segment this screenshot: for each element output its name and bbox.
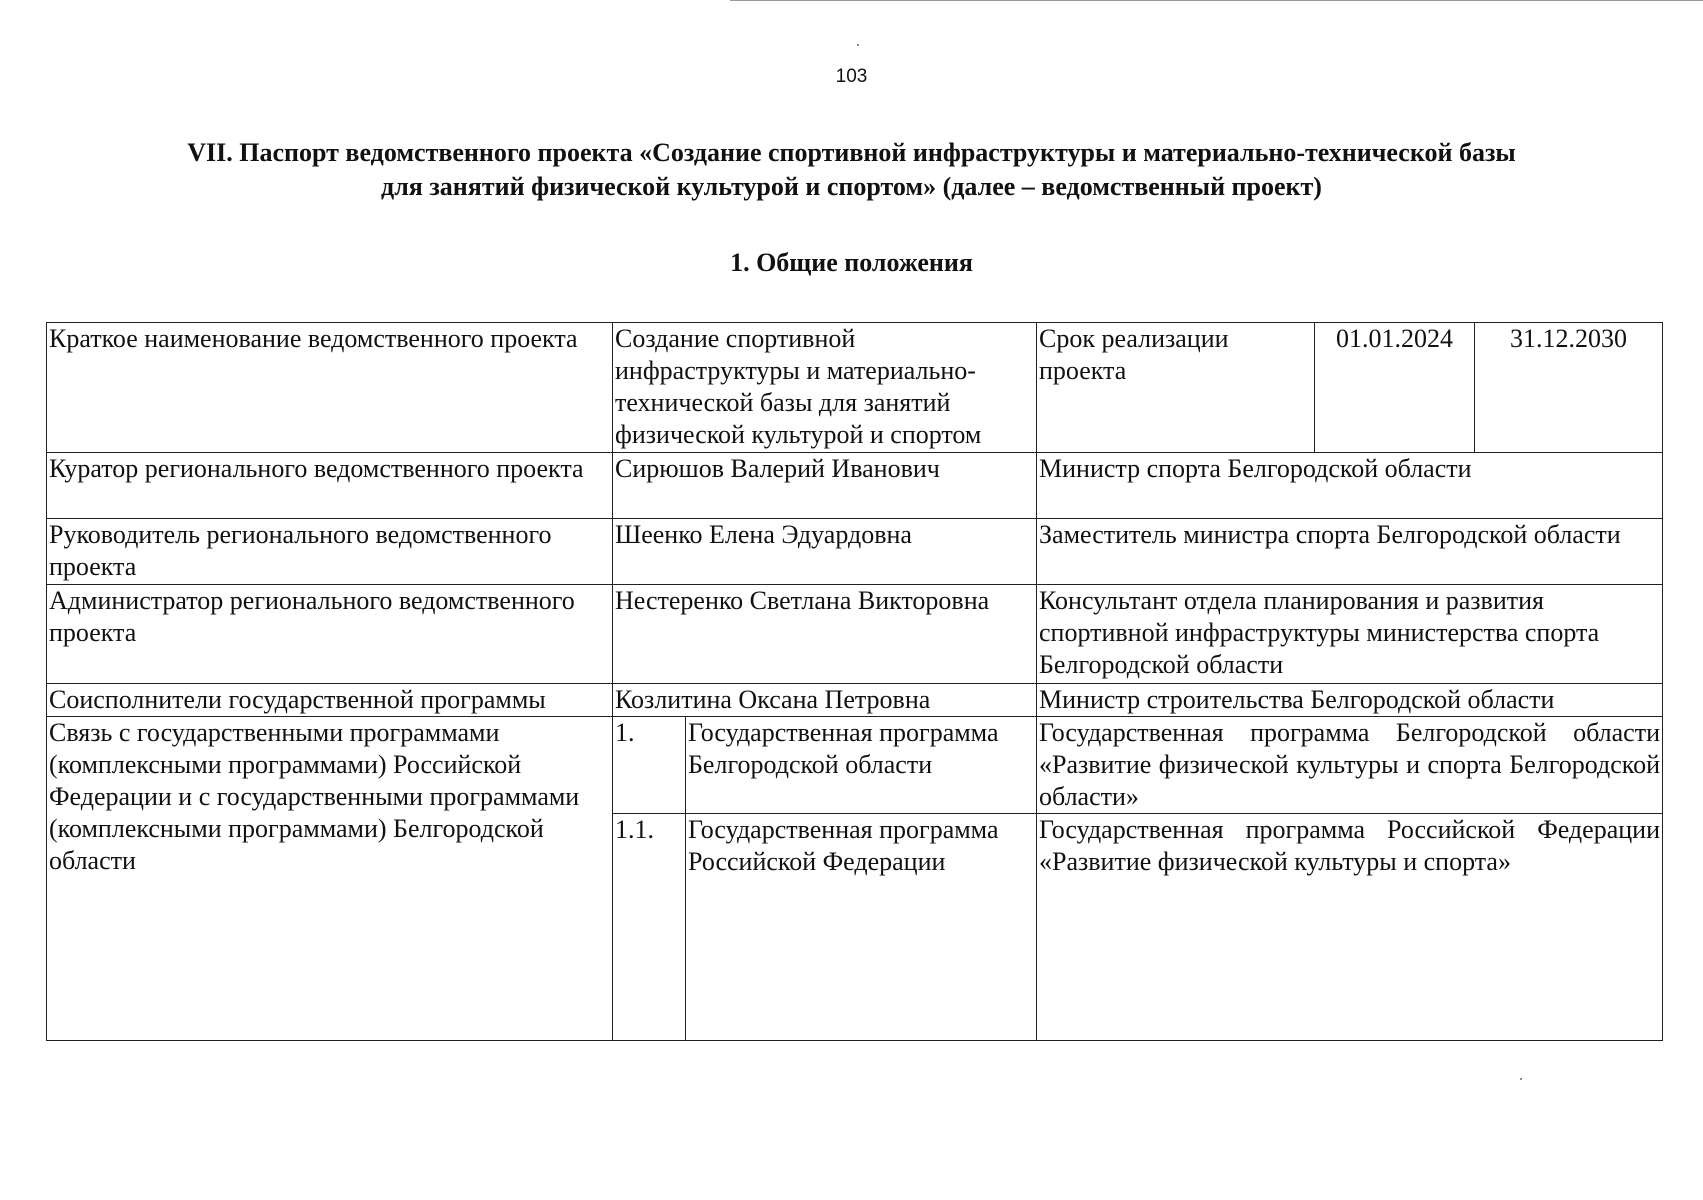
document-title-line-2: для занятий физической культурой и спортом» (далее – ведомственный проект) [381, 172, 1322, 201]
short-name-value: Создание спортивной инфраструктуры и материально-технической базы для занятий физической культурой и спортом [613, 323, 1037, 453]
administrator-position: Консультант отдела планирования и развития спортивной инфраструктуры министерства спорта Белгородской области [1037, 585, 1663, 684]
table-row [47, 585, 1663, 684]
passport-table [46, 322, 1663, 1041]
page-number: 103 [835, 66, 868, 87]
coexecutors-person: Козлитина Оксана Петровна [613, 684, 1037, 717]
scan-edge-line [730, 0, 1703, 1]
administrator-person: Нестеренко Светлана Викторовна [613, 585, 1037, 684]
curator-label: Куратор регионального ведомственного проекта [47, 453, 613, 519]
term-label: Срок реализации проекта [1037, 323, 1315, 453]
programs-link-label: Связь с государственными программами (комплексными программами) Российской Федерации и с государственными программами (комплексными программами) Белгородской области [47, 717, 613, 1041]
curator-position: Министр спорта Белгородской области [1037, 453, 1663, 519]
coexecutors-label: Соисполнители государственной программы [47, 684, 613, 717]
table-row [47, 519, 1663, 585]
head-person: Шеенко Елена Эдуардовна [613, 519, 1037, 585]
coexecutors-position: Министр строительства Белгородской области [1037, 684, 1663, 717]
program-item-name: Государственная программа Российской Федерации «Развитие физической культуры и спорта» [1037, 814, 1663, 1041]
short-name-label: Краткое наименование ведомственного проекта [47, 323, 613, 453]
program-item-type: Государственная программа Российской Федерации [686, 814, 1037, 1041]
program-item-name: Государственная программа Белгородской области «Развитие физической культуры и спорта Белгородской области» [1037, 717, 1663, 814]
document-title [0, 136, 1703, 204]
program-item-number: 1. [613, 717, 686, 814]
end-date: 31.12.2030 [1475, 323, 1663, 453]
head-label: Руководитель регионального ведомственного проекта [47, 519, 613, 585]
administrator-label: Администратор регионального ведомственного проекта [47, 585, 613, 684]
section-title: 1. Общие положения [730, 248, 973, 277]
table-row [47, 684, 1663, 717]
program-item-type: Государственная программа Белгородской области [686, 717, 1037, 814]
scan-speck [857, 44, 859, 46]
scan-speck [1520, 1078, 1522, 1080]
start-date: 01.01.2024 [1315, 323, 1475, 453]
document-title-line-1: VII. Паспорт ведомственного проекта «Создание спортивной инфраструктуры и материально-технической базы [187, 138, 1516, 167]
table-row [47, 323, 1663, 453]
curator-person: Сирюшов Валерий Иванович [613, 453, 1037, 519]
program-item-number: 1.1. [613, 814, 686, 1041]
head-position: Заместитель министра спорта Белгородской области [1037, 519, 1663, 585]
table-row [47, 453, 1663, 519]
table-row [47, 717, 1663, 814]
